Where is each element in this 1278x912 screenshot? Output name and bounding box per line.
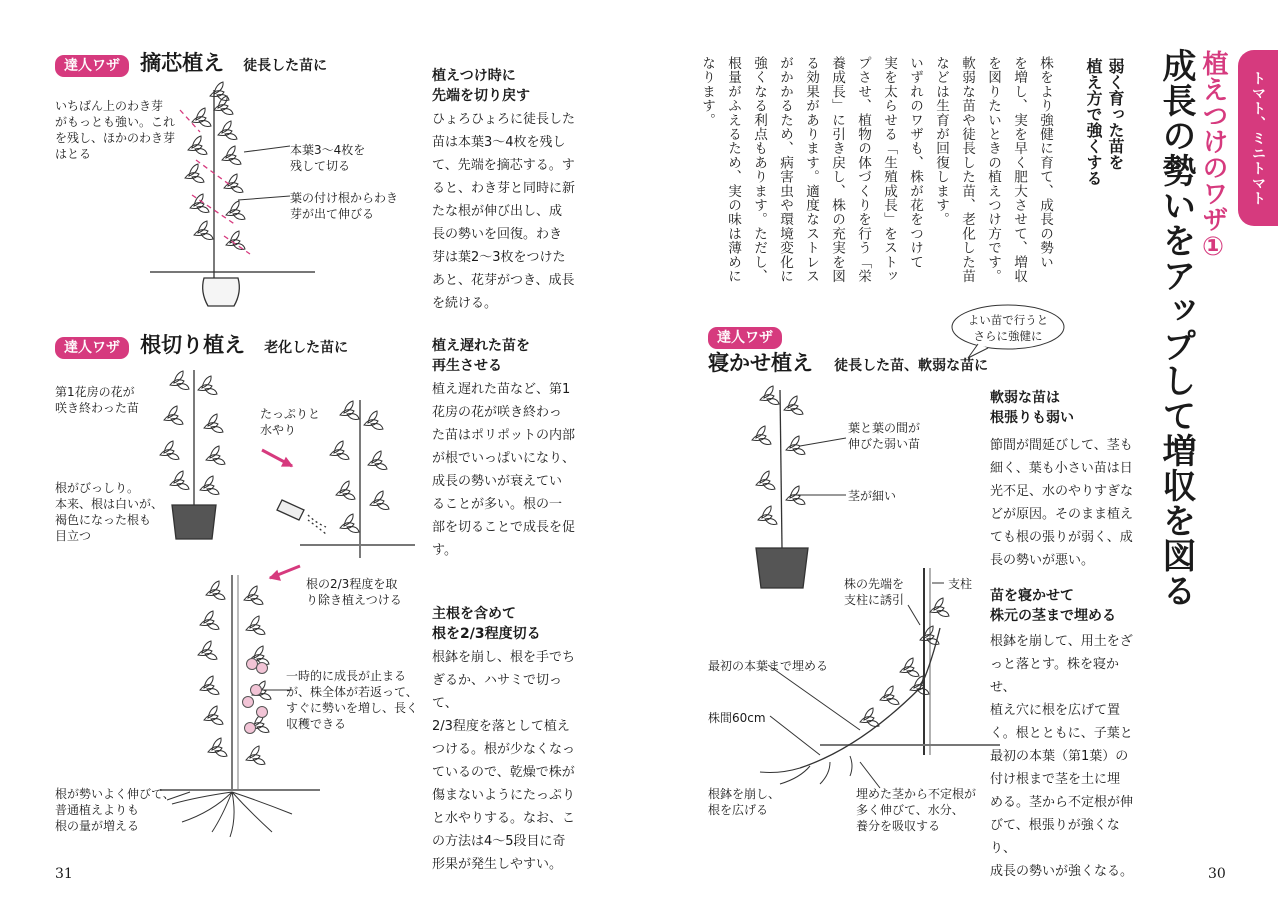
label-axil: 葉の付け根からわき 芽が出て伸びる: [290, 191, 399, 221]
section-body: 植え遅れた苗など、第1 花房の花が咲き終わっ た苗はポリポットの内部 が根でいっぱいになり、 成長の勢いが衰えてい ることが多い。根の一 部を切ることで成長を促 す。: [432, 382, 576, 558]
label-leaves: 本葉3～4枚を 残して切る: [290, 143, 366, 173]
technique-badge: 達人ワザ: [55, 55, 129, 77]
label-top-bud: いちばん上のわき芽 がもっとも強い。これ を残し、ほかのわき芽 はとる: [55, 99, 176, 161]
technique-laying-title: [708, 350, 988, 376]
label-adventitious: 埋めた茎から不定根が 多く伸びて、水分、 養分を吸収する: [856, 787, 977, 833]
section-heading: 植えつけ時に 先端を切り戻す: [432, 68, 530, 104]
technique-badge: 達人ワザ: [55, 337, 129, 359]
laying-section-2: [990, 586, 1140, 883]
label-pause: 一時的に成長が止まる が、株全体が若返って、 すぐに勢いを増し、長く 収穫できる: [286, 669, 419, 731]
section-heading: 軟弱な苗は 根張りも弱い: [990, 390, 1074, 426]
rootcut-section-1: [432, 336, 582, 562]
technique-name: 寝かせ植え: [708, 351, 813, 375]
label-post: 支柱: [948, 577, 973, 591]
label-water: たっぷりと 水やり: [260, 407, 321, 437]
section-tab: [1238, 50, 1278, 226]
intro-text: 株をより強健に育て、成長の勢い を増し、実を早く肥大させて、増収 を図りたいときの植えつけ方です。 軟弱な苗や徒長した苗、老化した苗 などは生育が回復します。 いずれのワザも、株が花をつけて 実を太らせる「生殖成長」をストッ プさせ、植物の体づくりを行う「栄 養成長」に引き戻し、株の充実を図 る効果があります。適度なストレス がかかるため、病害虫や環境変化に 強くなる利点もあります。ただし、 根量がふえるため、実の味は薄めに なります。: [699, 56, 1053, 284]
label-spacing: 株間60cm: [708, 711, 766, 725]
label-more-roots: 根が勢いよく伸びて、 普通植えよりも 根の量が増える: [55, 787, 175, 833]
page-number-left: 31: [55, 866, 73, 882]
section-body: 根鉢を崩して、用土をざ っと落とす。株を寝かせ、 植え穴に根を広げて置 く。根とともに、子葉と 最初の本葉（第1葉）の 付け根まで茎を土に埋 める。茎から不定根が伸 びて、根張りが強くなり、 成長の勢いが強くなる。: [990, 634, 1134, 879]
section-body: ひょろひょろに徒長した 苗は本葉3～4枚を残し て、先端を摘芯する。す ると、わき芽と同時に新 たな根が伸び出し、成 長の勢いを回復。わき 芽は葉2～3枚をつけた あと、花芽がつき、成長 を続ける。: [432, 112, 576, 311]
label-tip: 株の先端を 支柱に誘引: [844, 577, 905, 607]
technique-name: 根切り植え: [140, 333, 246, 357]
section-heading: 植え遅れた苗を 再生させる: [432, 338, 530, 374]
label-roots-packed: 根がびっしり。 本来、根は白いが、 褐色になった根も 目立つ: [55, 481, 164, 543]
laying-section-1: [990, 388, 1140, 572]
title-small: 植えつけのワザ①: [1198, 50, 1228, 262]
technique-name: 摘芯植え: [140, 51, 225, 75]
pinch-section: [432, 66, 582, 315]
technique-target: 徒長した苗に: [243, 58, 328, 74]
label-internode: 葉と葉の間が 伸びた弱い苗: [848, 421, 921, 451]
page-number-right: 30: [1208, 866, 1226, 882]
intro-heading: 弱く育った苗を 植え方で強くする: [1084, 58, 1125, 186]
section-heading: 苗を寝かせて 株元の茎まで埋める: [990, 588, 1116, 624]
technique-pinch-header: [55, 50, 327, 77]
page-title: 成長の勢いをアップして増収を図る: [1156, 48, 1196, 608]
section-tab-label: トマト、ミニトマト: [1250, 70, 1266, 206]
technique-laying-header: [708, 327, 782, 349]
section-body: 根鉢を崩し、根を手でち ぎるか、ハサミで切って、 2/3程度を落として植え つける。根が少なくなっ ているので、乾燥で株が 傷まないようにたっぷり と水やりする。なお、こ の方法は4～5段目に奇 形果が発生しやすい。: [432, 650, 576, 872]
label-rootball: 根鉢を崩し、 根を広げる: [708, 787, 781, 817]
label-old-seedling: 第1花房の花が 咲き終わった苗: [55, 385, 139, 415]
technique-badge: 達人ワザ: [708, 327, 782, 349]
technique-rootcut-header: [55, 332, 348, 359]
section-body: 節間が間延びして、茎も 細く、葉も小さい苗は日 光不足、水のやりすぎな どが原因。そのまま植え ても根の張りが弱く、成 長の勢いが悪い。: [990, 438, 1134, 568]
label-first-leaf: 最初の本葉まで埋める: [708, 659, 829, 673]
speech-bubble-text: よい苗で行うと さらに強健に: [967, 313, 1049, 343]
label-thin-stem: 茎が細い: [848, 489, 897, 503]
technique-target: 徒長した苗、軟弱な苗に: [834, 358, 989, 374]
rootcut-section-2: [432, 604, 582, 876]
technique-target: 老化した苗に: [264, 340, 349, 356]
section-heading: 主根を含めて 根を2/3程度切る: [432, 606, 541, 642]
label-cut-roots: 根の2/3程度を取 り除き植えつける: [306, 577, 402, 607]
